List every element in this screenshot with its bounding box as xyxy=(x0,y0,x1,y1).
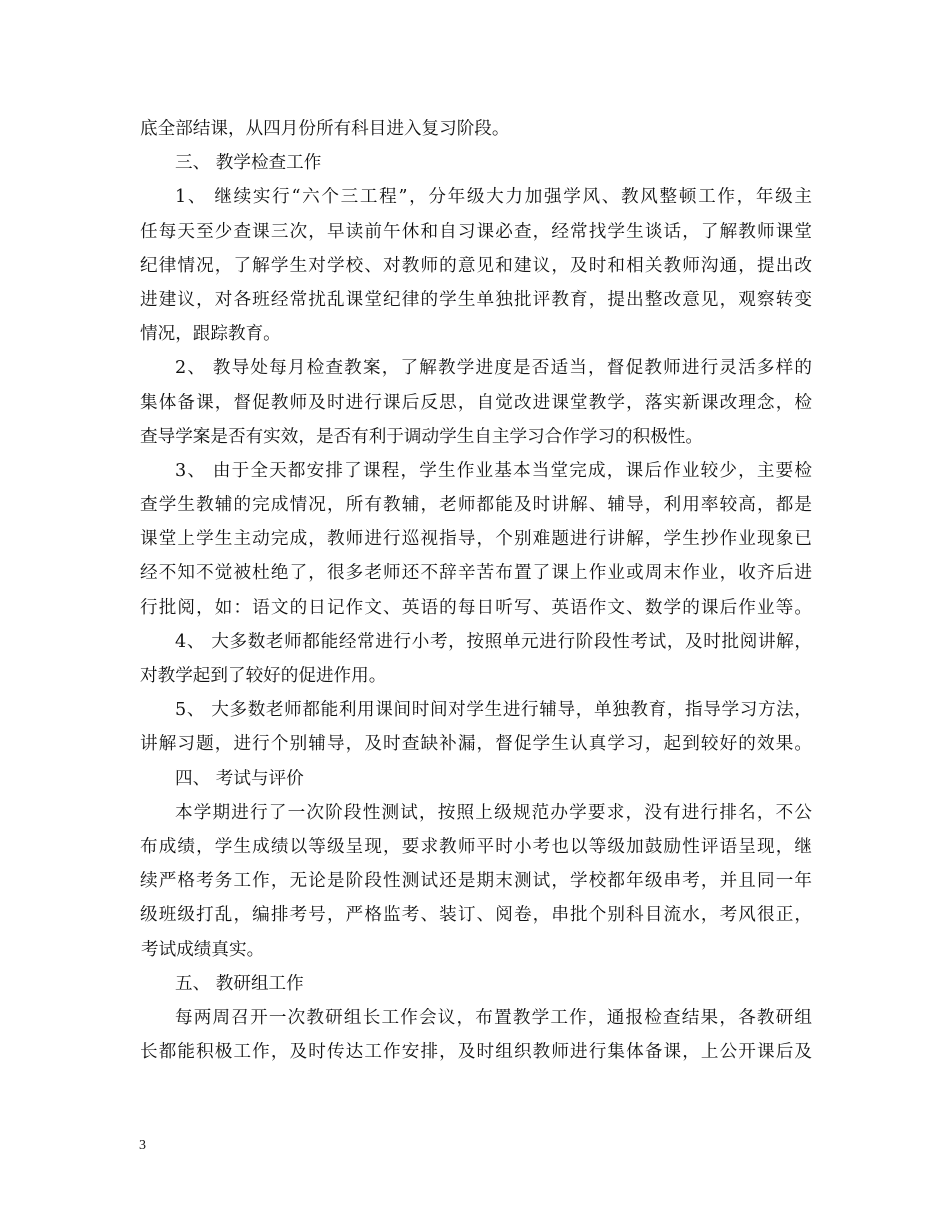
text-line: 底全部结课，从四月份所有科目进入复习阶段。 xyxy=(140,119,510,139)
text-line: 2、 教导处每月检查教案，了解教学进度是否适当，督促教师进行灵活多样的 xyxy=(175,358,812,379)
text-line: 对教学起到了较好的促进作用。 xyxy=(140,666,387,686)
text-line: 查学生教辅的完成情况，所有教辅，老师都能及时讲解、辅导，利用率较高，都是 xyxy=(140,495,812,516)
text-line: 3、 由于全天都安排了课程，学生作业基本当堂完成，课后作业较少，主要检 xyxy=(175,460,812,481)
text-line: 每两周召开一次教研组长工作会议，布置教学工作，通报检查结果，各教研组 xyxy=(175,1007,812,1028)
text-line: 考试成绩真实。 xyxy=(141,939,265,960)
page-number: 3 xyxy=(139,1138,146,1153)
body-text xyxy=(140,112,812,1069)
text-line: 1、 继续实行“六个三工程”，分年级大力加强学风、教风整顿工作，年级主 xyxy=(175,187,812,208)
text-line: 级班级打乱，编排考号，严格监考、装订、阅卷，串批个别科目流水，考风很正， xyxy=(140,905,812,926)
text-line: 纪律情况，了解学生对学校、对教师的意见和建议，及时和相关教师沟通，提出改 xyxy=(140,255,812,276)
text-line: 进建议，对各班经常扰乱课堂纪律的学生单独批评教育，提出整改意见，观察转变 xyxy=(140,289,812,310)
text-line: 5、 大多数老师都能利用课间时间对学生进行辅导，单独教育，指导学习方法， xyxy=(175,700,812,721)
text-line: 任每天至少查课三次，早读前午休和自习课必查，经常找学生谈话，了解教师课堂 xyxy=(140,221,812,242)
text-line: 续严格考务工作，无论是阶段性测试还是期末测试，学校都年级串考，并且同一年 xyxy=(140,871,812,892)
text-line: 布成绩，学生成绩以等级呈现，要求教师平时小考也以等级加鼓励性评语呈现，继 xyxy=(140,836,812,857)
section-heading-exams: 四、 考试与评价 xyxy=(175,768,304,789)
text-line: 行批阅，如：语文的日记作文、英语的每日听写、英语作文、数学的课后作业等。 xyxy=(140,597,812,618)
text-line: 长都能积极工作，及时传达工作安排，及时组织教师进行集体备课，上公开课后及 xyxy=(140,1042,812,1063)
text-line: 讲解习题，进行个别辅导，及时查缺补漏，督促学生认真学习，起到较好的效果。 xyxy=(140,734,812,755)
section-heading-research-groups: 五、 教研组工作 xyxy=(175,973,304,994)
section-heading-inspection: 三、 教学检查工作 xyxy=(175,153,322,174)
text-line: 查导学案是否有实效，是否有利于调动学生自主学习合作学习的积极性。 xyxy=(140,426,704,447)
text-line: 4、 大多数老师都能经常进行小考，按照单元进行阶段性考试，及时批阅讲解， xyxy=(175,631,812,652)
text-line: 情况，跟踪教育。 xyxy=(140,324,281,345)
text-line: 本学期进行了一次阶段性测试，按照上级规范办学要求，没有进行排名，不公 xyxy=(175,802,812,823)
text-line: 经不知不觉被杜绝了，很多老师还不辞辛苦布置了课上作业或周末作业，收齐后进 xyxy=(140,563,812,584)
text-line: 集体备课，督促教师及时进行课后反思，自觉改进课堂教学，落实新课改理念，检 xyxy=(140,392,812,413)
text-line: 课堂上学生主动完成，教师进行巡视指导，个别难题进行讲解，学生抄作业现象已 xyxy=(140,529,812,550)
